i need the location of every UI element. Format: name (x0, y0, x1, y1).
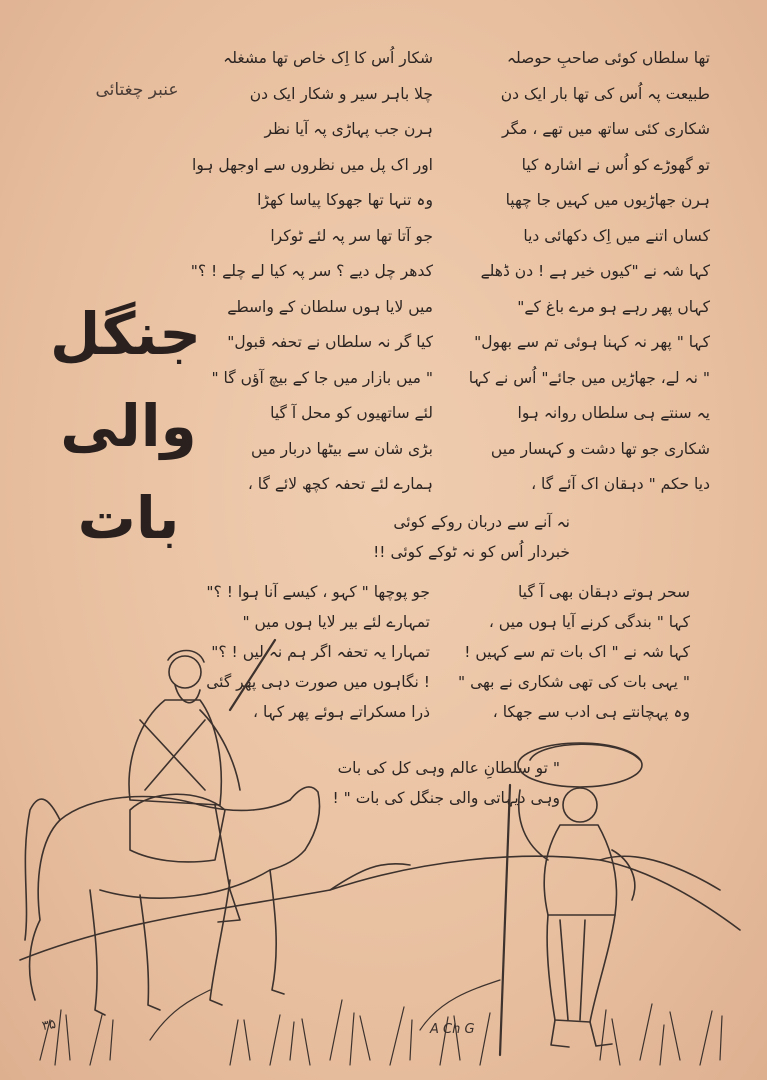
verse-line: شکار اُس کا اِک خاص تھا مشغلہ (223, 49, 433, 67)
verse-line: ہرن جب پہاڑی پہ آیا نظر (264, 120, 433, 138)
title-word-jungle: جنگل (50, 300, 201, 368)
verse-line: سحر ہوتے دہقان بھی آ گیا (517, 583, 690, 601)
staff (500, 785, 510, 1055)
verse-line: میں لایا ہوں سلطان کے واسطے (227, 297, 433, 316)
verse-line: تمہارے لئے بیر لایا ہوں میں " (242, 613, 430, 631)
title-word-wali: والی (60, 392, 197, 460)
verse-line: ! نگاہوں میں صورت دہی پھر گئی (206, 673, 430, 691)
verse-line: کہا " بندگی کرنے آیا ہوں میں ، (488, 613, 690, 631)
verse-line: دیا حکم " دہقان اک آئے گا ، (531, 475, 710, 493)
verse-line: ہمارے لئے تحفہ کچھ لائے گا ، (247, 475, 433, 493)
verse-line: کیا گر نہ سلطاں نے تحفہ قبول" (227, 333, 433, 351)
verse-line: " تو سلطانِ عالم وہی کل کی بات (337, 759, 560, 777)
poem-title (50, 300, 201, 570)
verse-line: " یہی بات کی تھی شکاری نے بھی " (458, 673, 690, 691)
verse-line: ہرن جھاڑیوں میں کہیں جا چھپا (505, 191, 710, 209)
verse-line: کساں اتنے میں اِک دکھائی دیا (523, 226, 710, 245)
artist-signature: A Ch G (430, 1022, 475, 1037)
verse-line: شکاری کئی ساتھ میں تھے ، مگر (502, 120, 710, 138)
verse-line: " نہ لے، جھاڑیں میں جائے" اُس نے کہا (468, 368, 710, 387)
poem-column-right (440, 48, 710, 508)
verse-line: شکاری جو تھا دشت و کہسار میں (490, 439, 710, 458)
far-hill (600, 856, 720, 890)
verse-line: نہ آنے سے دربان روکے کوئی (393, 513, 570, 531)
title-word-baat: بات (77, 484, 180, 552)
verse-line: تو گھوڑے کو اُس نے اشارہ کیا (521, 155, 710, 174)
grass-strokes (40, 980, 722, 1065)
verse-line: بڑی شان سے بیٹھا دربار میں (250, 439, 433, 458)
rifle (230, 640, 275, 710)
verse-line: طبیعت پہ اُس کی تھا بار ایک دن (500, 84, 710, 103)
farmer (500, 743, 642, 1055)
poem-column-left (190, 48, 433, 508)
verse-line: کہا " پھر نہ کہنا ہوئی تم سے بھول" (474, 333, 710, 351)
horseman-and-farmer-illustration (0, 560, 767, 1080)
horse (25, 787, 319, 1015)
verse-line: یہ سنتے ہی سلطاں روانہ ہوا (517, 404, 710, 422)
verse-line: کدھر چل دیے ؟ سر پہ کیا لے چلے ! ؟" (190, 262, 433, 280)
verse-line: جو آتا تھا سر پہ لئے ٹوکرا (270, 226, 433, 245)
verse-line: کہا شہ نے " اک بات تم سے کہیں ! (464, 643, 690, 661)
verse-line: چلا باہر سیر و شکار ایک دن (249, 84, 433, 103)
verse-line: " میں بازار میں جا کے بیچ آؤں گا " (211, 368, 433, 387)
verse-line: لئے ساتھیوں کو محل آ گیا (270, 404, 433, 422)
verse-line: ذرا مسکراتے ہوئے پھر کہا ، (253, 703, 430, 721)
verse-line: اور اک پل میں نظروں سے اوجھل ہوا (192, 155, 433, 174)
verse-line: کہا شہ نے "کیوں خیر ہے ! دن ڈھلے (480, 262, 710, 280)
verse-line: وہ تنہا تھا جھوکا پیاسا کھڑا (257, 191, 433, 209)
verse-line: خبردار اُس کو نہ ٹوکے کوئی !! (373, 543, 570, 561)
verse-line: کہاں پھر رہے ہو مرے باغ کے" (517, 297, 710, 316)
page-number: ۳۵ (40, 1016, 58, 1035)
verse-line: جو پوچھا " کہو ، کیسے آنا ہوا ! ؟" (206, 583, 430, 601)
verse-line: وہی دیہاتی والی جنگل کی بات " ! (332, 789, 560, 807)
verse-line: وہ پہچانتے ہی ادب سے جھکا ، (492, 703, 690, 721)
author-name: عنبر چغتائی (95, 80, 179, 100)
verse-line: تھا سلطاں کوئی صاحبِ حوصلہ (506, 49, 710, 67)
verse-line: تمہارا یہ تحفہ اگر ہم نہ لیں ! ؟" (211, 643, 430, 661)
